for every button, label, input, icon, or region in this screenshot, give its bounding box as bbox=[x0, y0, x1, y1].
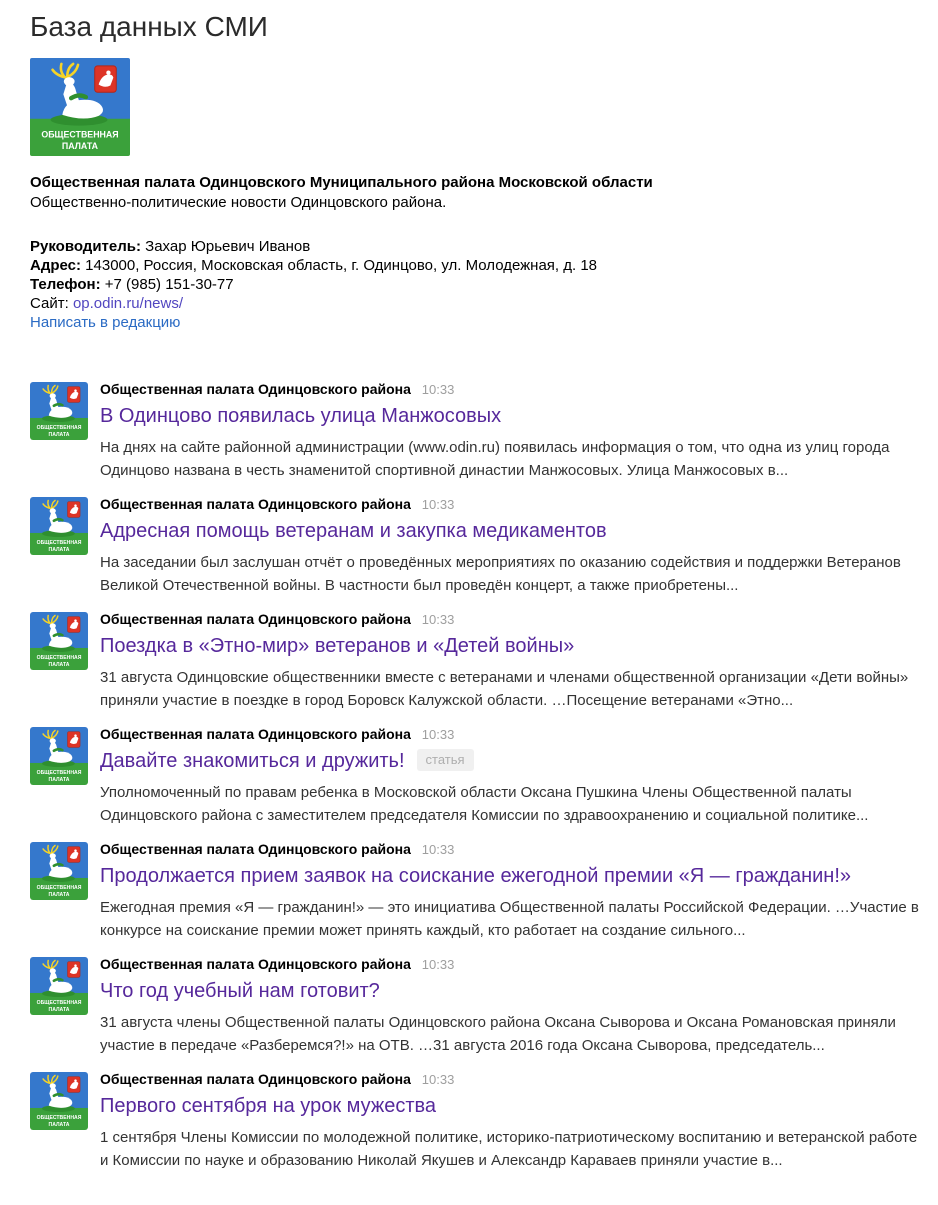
story-title-link[interactable] bbox=[100, 978, 926, 1004]
org-avatar[interactable] bbox=[30, 727, 88, 785]
story-snippet: 31 августа члены Общественной палаты Одинцовского района Оксана Сыворова и Оксана Романовская приняли участие в передаче «Разберемся?!» на ОТВ. …31 августа 2016 года Оксана Сыворова, председатель... bbox=[100, 1013, 896, 1054]
story-title-link[interactable] bbox=[100, 518, 926, 544]
story-snippet: 31 августа Одинцовские общественники вместе с ветеранами и членами общественной организации «Дети войны» приняли участие в поездке в город Боровск Калужской области. …Посещение ветеранами «Этно... bbox=[100, 668, 909, 709]
leader-label: Руководитель: bbox=[30, 237, 141, 255]
org-name: Общественная палата Одинцовского Муниципального района Московской области bbox=[30, 173, 653, 191]
story-time: 10:33 bbox=[421, 841, 455, 857]
source-name: Общественная палата Одинцовского района bbox=[100, 1070, 411, 1087]
story-title-text: В Одинцово появилась улица Манжосовых bbox=[100, 404, 502, 427]
org-avatar[interactable] bbox=[30, 842, 88, 900]
story-snippet: 1 сентября Члены Комиссии по молодежной политике, историко-патриотическому воспитанию и ветеранской работе и Комиссии по науке и образованию Николай Якушев и Александр Караваев приняли участие в... bbox=[100, 1128, 918, 1169]
story-time: 10:33 bbox=[421, 726, 455, 742]
story-header bbox=[100, 610, 926, 628]
leader-value: Захар Юрьевич Иванов bbox=[145, 237, 311, 255]
address-value: 143000, Россия, Московская область, г. Одинцово, ул. Молодежная, д. 18 bbox=[85, 256, 598, 274]
phone-label: Телефон: bbox=[30, 275, 101, 293]
story-title-text: Адресная помощь ветеранам и закупка медикаментов bbox=[100, 519, 607, 542]
story-title-link[interactable] bbox=[100, 633, 926, 659]
story-time: 10:33 bbox=[421, 496, 455, 512]
site-url-link[interactable]: op.odin.ru/news/ bbox=[72, 294, 184, 312]
source-name: Общественная палата Одинцовского района bbox=[100, 610, 411, 627]
org-info-block bbox=[30, 237, 926, 332]
source-name: Общественная палата Одинцовского района bbox=[100, 840, 411, 857]
story-time: 10:33 bbox=[421, 611, 455, 627]
news-list bbox=[30, 380, 926, 1172]
leader-line bbox=[30, 237, 926, 256]
source-name: Общественная палата Одинцовского района bbox=[100, 725, 411, 742]
address-line bbox=[30, 256, 926, 275]
story-time: 10:33 bbox=[421, 381, 455, 397]
story-snippet: Уполномоченный по правам ребенка в Московской области Оксана Пушкина Члены Общественной палаты Одинцовского района с заместителем председателя Комиссии по здравоохранению и социальной политике... bbox=[100, 783, 869, 824]
story-title-link[interactable] bbox=[100, 863, 926, 889]
page-title: База данных СМИ bbox=[30, 11, 268, 42]
write-to-editors-link[interactable]: Написать в редакцию bbox=[30, 313, 181, 331]
org-avatar[interactable] bbox=[30, 612, 88, 670]
story-title-text: Поездка в «Этно-мир» ветеранов и «Детей войны» bbox=[100, 634, 575, 657]
story-title-text: Что год учебный нам готовит? bbox=[100, 979, 380, 1002]
news-item bbox=[30, 725, 926, 827]
story-time: 10:33 bbox=[421, 956, 455, 972]
org-avatar[interactable] bbox=[30, 382, 88, 440]
org-logo-image bbox=[30, 58, 130, 156]
org-avatar[interactable] bbox=[30, 1072, 88, 1130]
story-header bbox=[100, 955, 926, 973]
news-item bbox=[30, 380, 926, 482]
source-name: Общественная палата Одинцовского района bbox=[100, 380, 411, 397]
site-label: Сайт: bbox=[30, 294, 69, 312]
write-line bbox=[30, 313, 926, 332]
story-snippet: Ежегодная премия «Я — гражданин!» — это инициатива Общественной палаты Российской Федерации. …Участие в конкурсе на соискание премии может принять каждый, кто работает на создание сильного... bbox=[100, 898, 919, 939]
news-item bbox=[30, 955, 926, 1057]
story-title-text: Первого сентября на урок мужества bbox=[100, 1094, 437, 1117]
org-avatar[interactable] bbox=[30, 957, 88, 1015]
address-label: Адрес: bbox=[30, 256, 81, 274]
source-name: Общественная палата Одинцовского района bbox=[100, 955, 411, 972]
article-type-badge: статья bbox=[417, 749, 474, 771]
story-title-link[interactable] bbox=[100, 1093, 926, 1119]
story-title-text: Продолжается прием заявок на соискание ежегодной премии «Я — гражданин!» bbox=[100, 864, 852, 887]
story-header bbox=[100, 495, 926, 513]
story-title-link[interactable] bbox=[100, 403, 926, 429]
org-avatar[interactable] bbox=[30, 497, 88, 555]
news-item bbox=[30, 1070, 926, 1172]
story-title-text: Давайте знакомиться и дружить! bbox=[100, 749, 405, 772]
news-item bbox=[30, 495, 926, 597]
story-header bbox=[100, 380, 926, 398]
org-description: Общественно-политические новости Одинцовского района. bbox=[30, 193, 447, 211]
story-header bbox=[100, 840, 926, 858]
story-time: 10:33 bbox=[421, 1071, 455, 1087]
story-snippet: На днях на сайте районной администрации (www.odin.ru) появилась информация о том, что одна из улиц города Одинцово названа в честь знаменитой спортивной династии Манжосовых. Улица Манжосовых в... bbox=[100, 438, 890, 479]
phone-value: +7 (985) 151-30-77 bbox=[104, 275, 234, 293]
story-header bbox=[100, 1070, 926, 1088]
story-title-link[interactable] bbox=[100, 748, 926, 774]
news-item bbox=[30, 610, 926, 712]
source-name: Общественная палата Одинцовского района bbox=[100, 495, 411, 512]
story-snippet: На заседании был заслушан отчёт о проведённых мероприятиях по оказанию содействия и поддержки Ветеранов Великой Отечественной войны. В частности был проведён концерт, а также приобретены... bbox=[100, 553, 901, 594]
news-item bbox=[30, 840, 926, 942]
story-header bbox=[100, 725, 926, 743]
phone-line bbox=[30, 275, 926, 294]
site-line bbox=[30, 294, 926, 313]
